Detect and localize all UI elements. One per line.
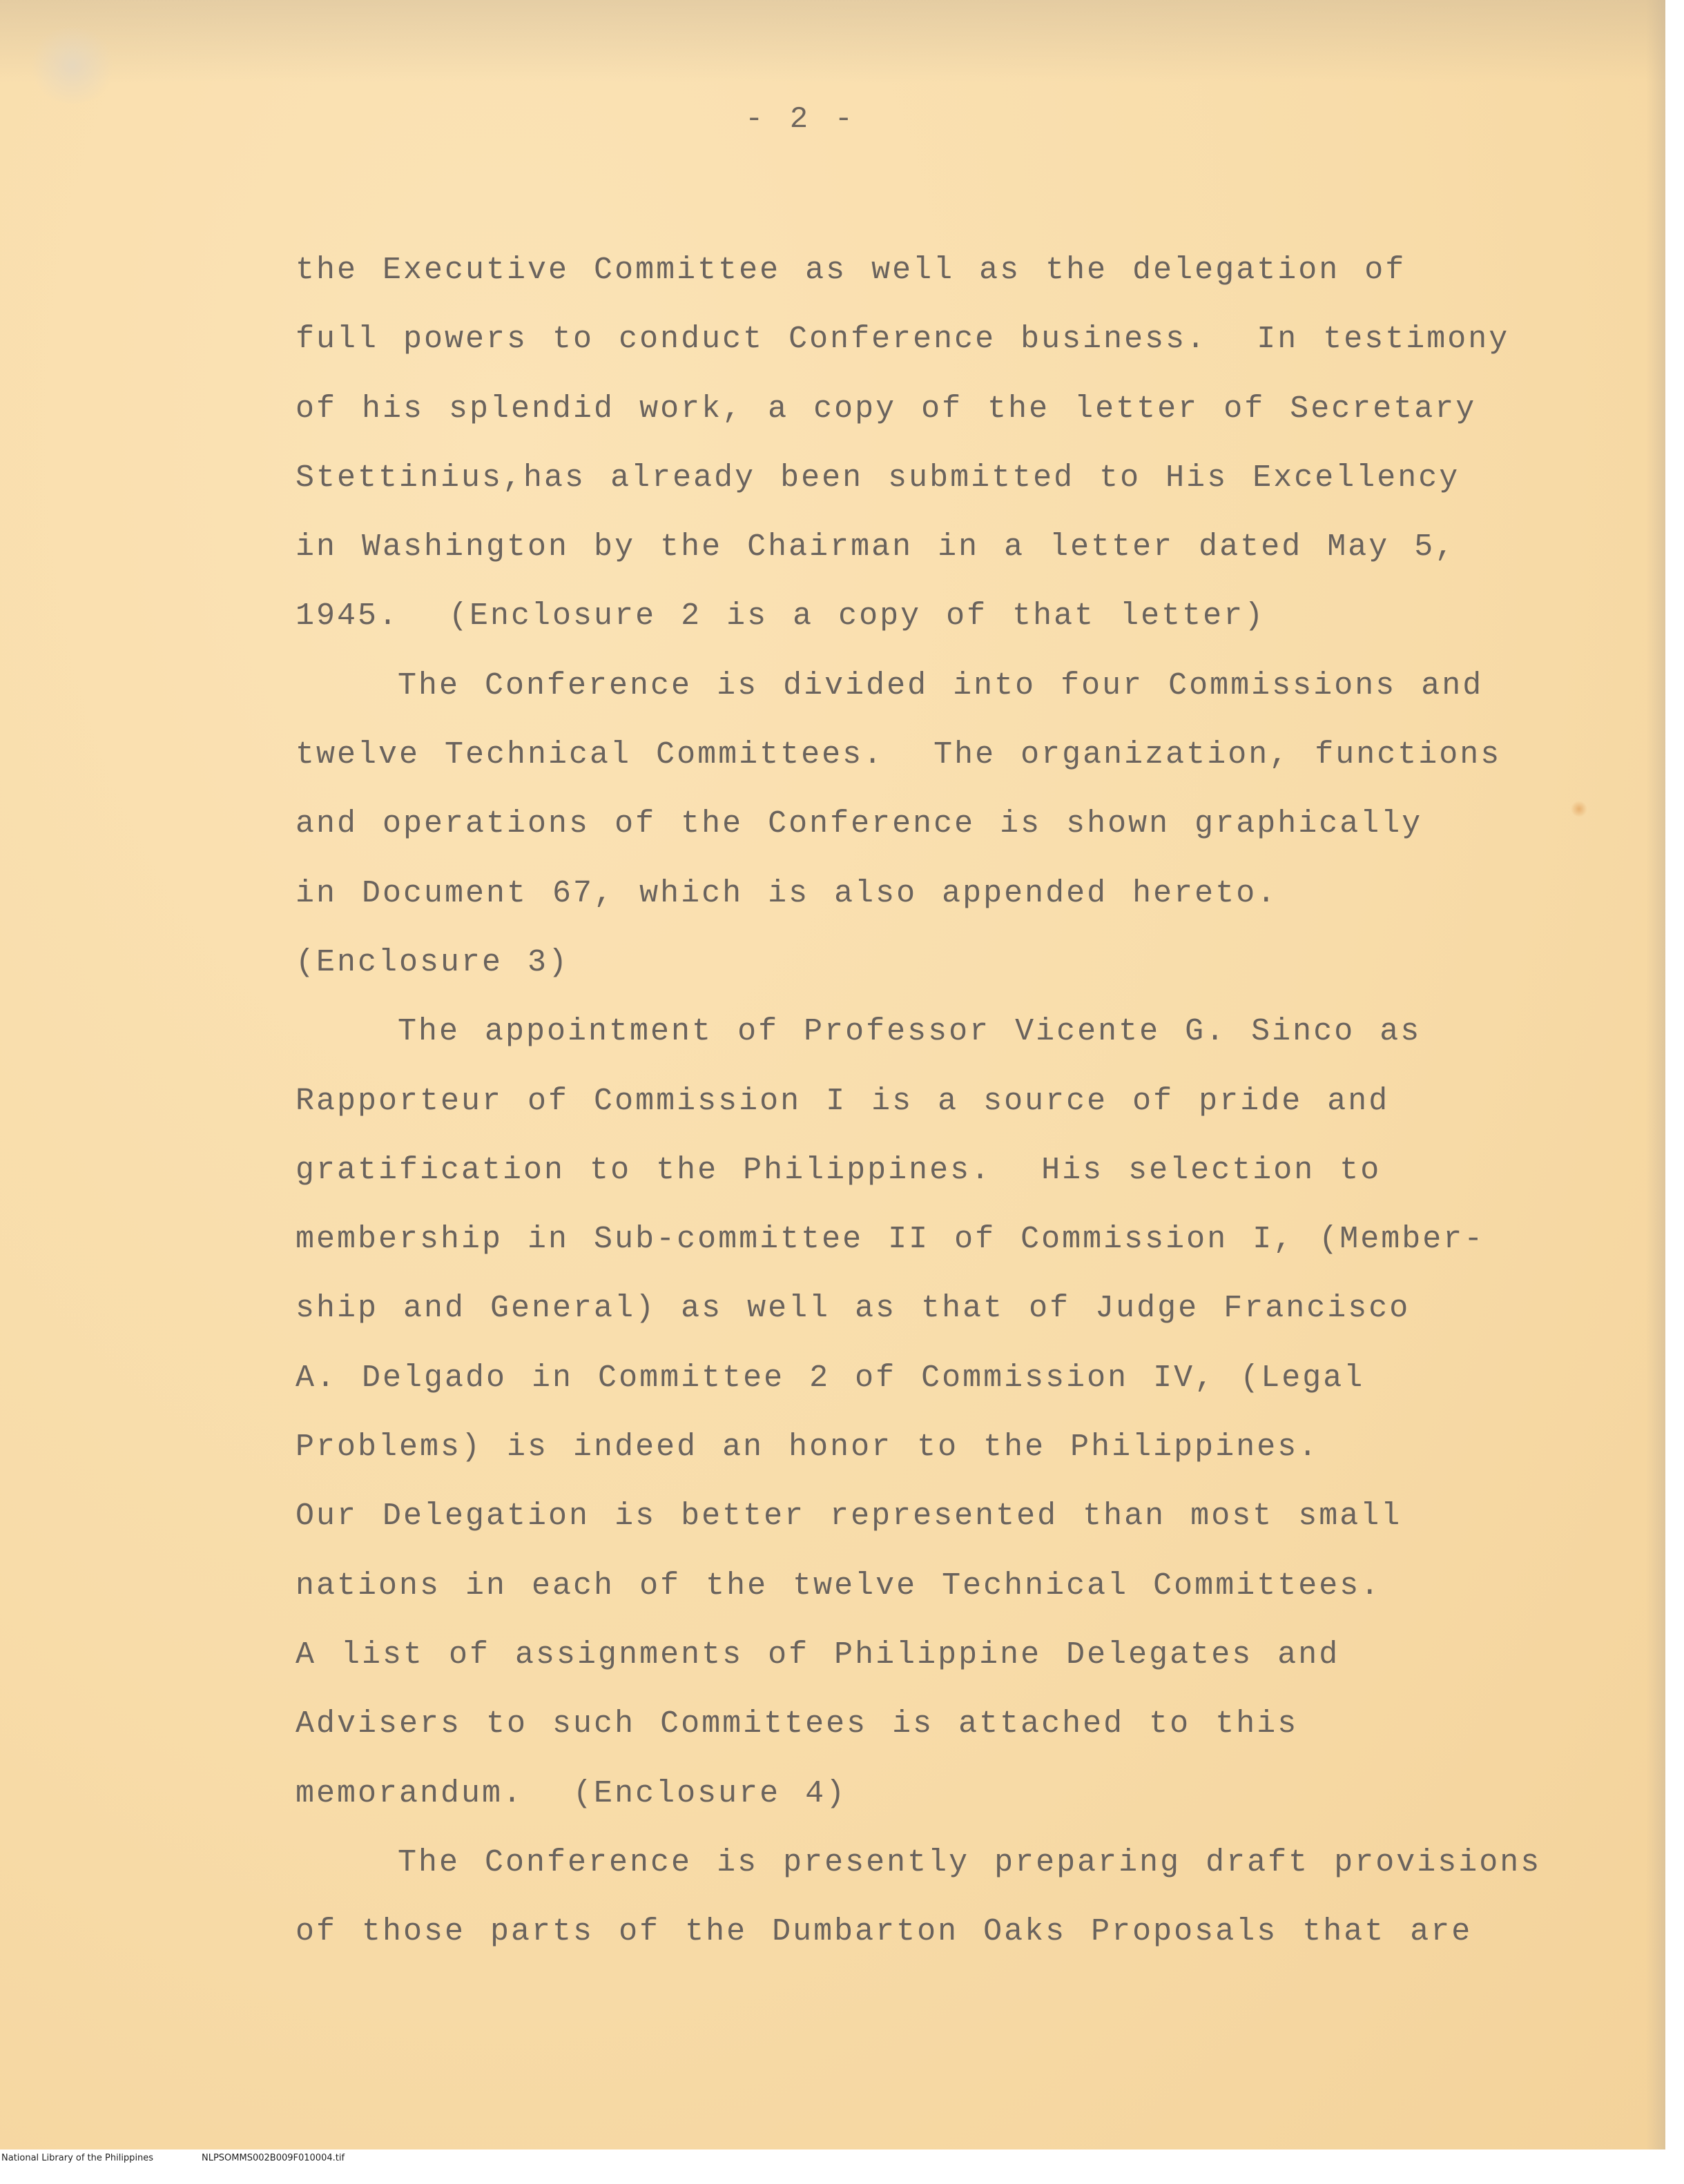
paper-stain [1571,801,1587,817]
text-line: of those parts of the Dumbarton Oaks Proposals that are [296,1914,1473,1950]
text-line: and operations of the Conference is shown graphically [296,806,1423,842]
text-line: Our Delegation is better represented than most small [296,1499,1402,1534]
page-number: - 2 - [744,102,858,137]
text-line: Advisers to such Committees is attached to this [296,1706,1299,1742]
text-line: the Executive Committee as well as the delegation of [296,253,1406,288]
paragraph-start-line: The appointment of Professor Vicente G. Sinco as [398,1014,1422,1050]
footer-filename: NLPSOMMS002B009F010004.tif [202,2153,345,2163]
paragraph-start-line: The Conference is divided into four Commissions and [398,667,1484,703]
text-line: in Document 67, which is also appended hereto. [296,875,1278,911]
text-line: twelve Technical Committees. The organization, functions [296,737,1502,773]
text-line: 1945. (Enclosure 2 is a copy of that letter) [296,598,1266,634]
text-line: of his splendid work, a copy of the letter of Secretary [296,391,1477,427]
page-edge-shadow [1646,0,1665,2149]
text-line: Stettinius,has already been submitted to His Excellency [296,460,1460,496]
text-line: A. Delgado in Committee 2 of Commission IV, (Legal [296,1360,1365,1396]
text-line: gratification to the Philippines. His selection to [296,1152,1382,1188]
text-line: (Enclosure 3) [296,944,570,980]
text-line: A list of assignments of Philippine Delegates and [296,1637,1340,1673]
text-line: nations in each of the twelve Technical Committees. [296,1568,1382,1603]
memorandum-body [296,236,1542,1967]
text-line: full powers to conduct Conference business. In testimony [296,322,1510,358]
paragraph-start-line: The Conference is presently preparing draft provisions [398,1844,1542,1880]
text-line: Problems) is indeed an honor to the Philippines. [296,1430,1319,1465]
text-line: memorandum. (Enclosure 4) [296,1775,847,1811]
paper-stain [28,28,117,104]
scan-footer [0,2153,345,2168]
footer-source: National Library of the Philippines [1,2153,154,2163]
text-line: membership in Sub-committee II of Commission I, (Member- [296,1222,1485,1258]
text-line: ship and General) as well as that of Judge Francisco [296,1291,1411,1327]
text-line: in Washington by the Chairman in a letter dated May 5, [296,529,1456,565]
text-line: Rapporteur of Commission I is a source of pride and [296,1083,1390,1119]
